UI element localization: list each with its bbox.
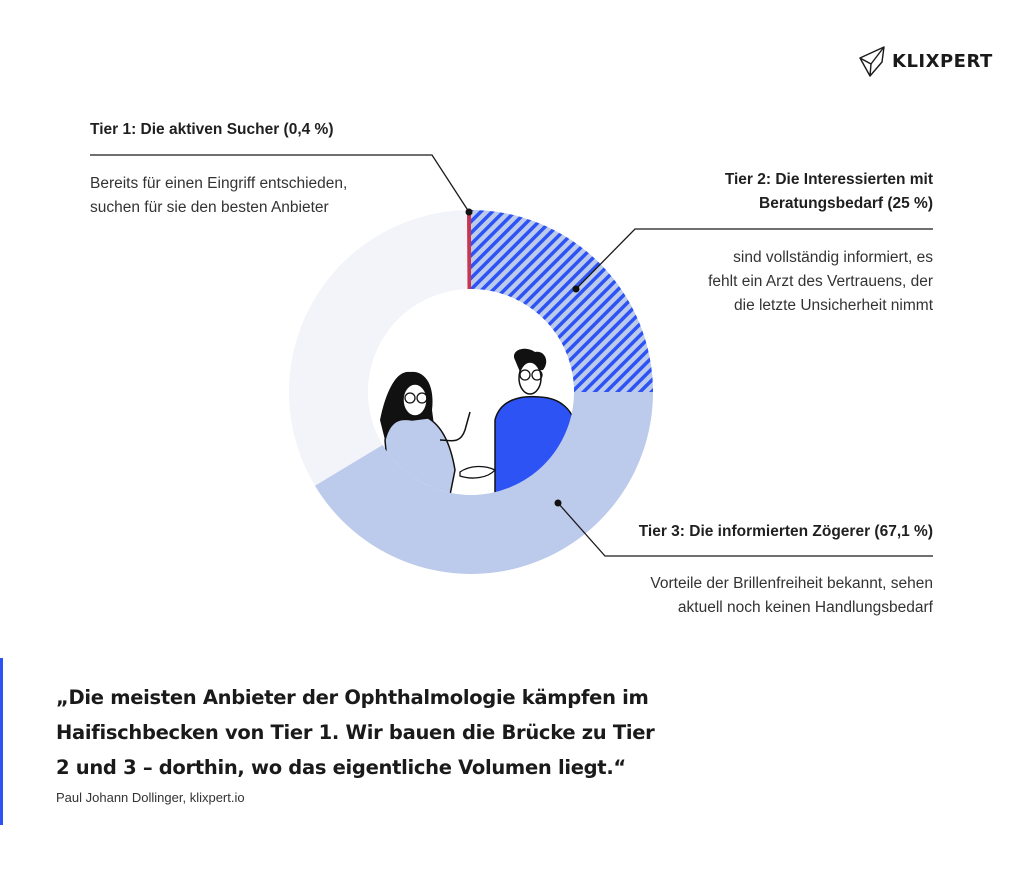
tier3-desc-line: Vorteile der Brillenfreiheit bekannt, sehen bbox=[650, 575, 933, 592]
tier3-description bbox=[650, 572, 933, 620]
leader-dot-tier2 bbox=[573, 286, 580, 293]
tier1-title: Tier 1: Die aktiven Sucher (0,4 %) bbox=[90, 121, 334, 138]
tier2-description bbox=[708, 246, 933, 318]
quote-line: „Die meisten Anbieter der Ophthalmologie kämpfen im bbox=[56, 686, 649, 709]
quote-line: Haifischbecken von Tier 1. Wir bauen die Brücke zu Tier bbox=[56, 721, 655, 744]
leader-dot-tier1 bbox=[466, 209, 473, 216]
brand-name: KLIXPERT bbox=[892, 50, 993, 72]
tier1-description bbox=[90, 172, 347, 220]
quote-author: Paul Johann Dollinger, klixpert.io bbox=[56, 790, 245, 805]
quote-accent-bar bbox=[0, 658, 3, 825]
tier1-desc-line: Bereits für einen Eingriff entschieden, bbox=[90, 175, 348, 192]
leader-dot-tier3 bbox=[555, 500, 562, 507]
people-illustration bbox=[368, 289, 575, 495]
tier2-desc-line: fehlt ein Arzt des Vertrauens, der bbox=[708, 273, 933, 290]
tier2-title-line: Beratungsbedarf (25 %) bbox=[759, 195, 933, 212]
quote-text bbox=[56, 680, 696, 785]
segment-tier1 bbox=[467, 210, 471, 289]
tier3-title: Tier 3: Die informierten Zögerer (67,1 %) bbox=[638, 523, 933, 540]
tier1-desc-line: suchen für sie den besten Anbieter bbox=[90, 199, 329, 216]
tier3-desc-line: aktuell noch keinen Handlungsbedarf bbox=[677, 599, 933, 616]
tier2-title bbox=[725, 168, 933, 216]
tier2-desc-line: die letzte Unsicherheit nimmt bbox=[734, 297, 933, 314]
quote-line: 2 und 3 – dorthin, wo das eigentliche Volumen liegt.“ bbox=[56, 756, 626, 779]
tier2-title-line: Tier 2: Die Interessierten mit bbox=[724, 171, 933, 188]
tier2-desc-line: sind vollständig informiert, es bbox=[733, 249, 933, 266]
